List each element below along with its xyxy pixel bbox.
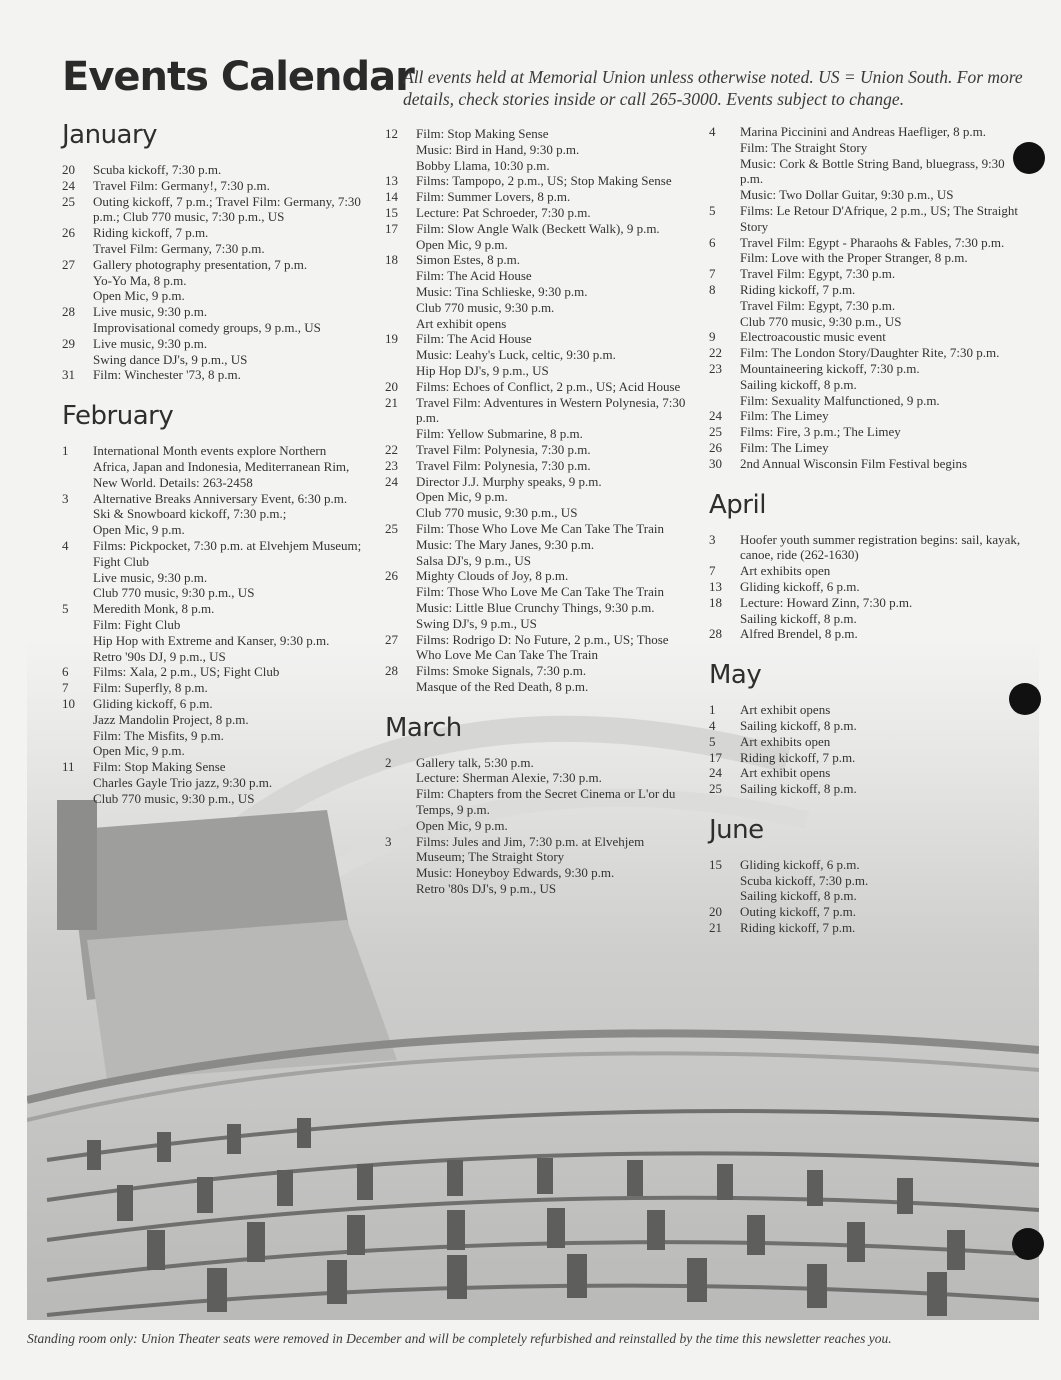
event-entry	[385, 834, 695, 897]
punch-hole	[1009, 683, 1041, 715]
event-entry	[62, 491, 362, 538]
event-day: 25	[709, 781, 722, 797]
event-line: Salsa DJ's, 9 p.m., US	[416, 552, 532, 568]
event-day: 18	[709, 594, 722, 610]
event-entry	[385, 331, 695, 378]
event-line: Travel Film: Polynesia, 7:30 p.m.	[416, 441, 591, 457]
event-day: 20	[385, 378, 398, 394]
event-line: Gallery photography presentation, 7 p.m.	[93, 256, 308, 272]
event-line: Film: The Limey	[740, 439, 829, 455]
event-day: 17	[709, 749, 722, 765]
event-line: Club 770 music, 9:30 p.m.	[416, 299, 555, 315]
event-line: Open Mic, 9 p.m.	[93, 743, 185, 759]
event-entry	[709, 282, 1029, 329]
event-line: Gallery talk, 5:30 p.m.	[416, 754, 534, 770]
event-entry	[709, 579, 1029, 595]
event-entry	[62, 225, 362, 257]
event-entry	[385, 205, 695, 221]
event-entry	[385, 189, 695, 205]
event-line: Films: Jules and Jim, 7:30 p.m. at Elvehjem Museum; The Straight Story	[416, 833, 645, 865]
event-line: Film: The London Story/Daughter Rite, 7:30 p.m.	[740, 345, 1000, 361]
event-day: 26	[62, 225, 75, 241]
event-line: Improvisational comedy groups, 9 p.m., US	[93, 319, 321, 335]
event-line: 2nd Annual Wisconsin Film Festival begins	[740, 455, 968, 471]
event-day: 6	[709, 234, 716, 250]
event-line: Marina Piccinini and Andreas Haefliger, 8 p.m.	[740, 124, 987, 139]
event-day: 1	[709, 702, 716, 718]
event-entry	[62, 162, 362, 178]
event-entry	[709, 765, 1029, 781]
event-day: 24	[385, 473, 398, 489]
event-line: Open Mic, 9 p.m.	[93, 522, 185, 538]
event-entry	[385, 458, 695, 474]
event-line: Live music, 9:30 p.m.	[93, 569, 208, 585]
event-line: Open Mic, 9 p.m.	[416, 236, 508, 252]
event-list-march-part-1	[385, 755, 695, 897]
month-heading-june: June	[709, 814, 764, 845]
event-line: Music: Bird in Hand, 9:30 p.m.	[416, 141, 580, 157]
event-list-january	[62, 162, 362, 383]
event-line: Film: Superfly, 8 p.m.	[93, 680, 208, 696]
event-line: Music: Little Blue Crunchy Things, 9:30 p.m.	[416, 599, 655, 615]
event-line: Gliding kickoff, 6 p.m.	[93, 695, 213, 711]
event-entry	[385, 442, 695, 458]
event-entry	[709, 595, 1029, 627]
event-line: Simon Estes, 8 p.m.	[416, 252, 521, 268]
event-line: Meredith Monk, 8 p.m.	[93, 601, 215, 617]
month-heading-january: January	[62, 120, 158, 150]
event-entry	[385, 755, 695, 834]
event-day: 7	[709, 266, 716, 282]
event-line: Alternative Breaks Anniversary Event, 6:30 p.m.	[93, 490, 348, 506]
event-entry	[385, 521, 695, 568]
event-line: Hoofer youth summer registration begins: sail, kayak, canoe, ride (262-1630)	[740, 531, 1021, 563]
event-line: Mighty Clouds of Joy, 8 p.m.	[416, 568, 569, 584]
event-line: Art exhibit opens	[740, 702, 831, 718]
stage-floor	[87, 920, 397, 1080]
event-entry	[709, 266, 1029, 282]
event-day: 12	[385, 126, 398, 141]
event-day: 6	[62, 664, 69, 680]
event-day: 11	[62, 759, 75, 775]
event-line: Film: Slow Angle Walk (Beckett Walk), 9 p.m.	[416, 220, 660, 236]
event-line: Mountaineering kickoff, 7:30 p.m.	[740, 360, 920, 376]
event-day: 27	[62, 256, 75, 272]
event-day: 5	[709, 733, 716, 749]
event-line: Lecture: Howard Zinn, 7:30 p.m.	[740, 594, 913, 610]
event-entry	[62, 601, 362, 664]
event-line: Riding kickoff, 7 p.m.	[740, 920, 856, 936]
event-line: Club 770 music, 9:30 p.m., US	[93, 585, 255, 601]
event-entry	[709, 857, 1029, 904]
event-day: 8	[709, 281, 716, 297]
event-line: Films: Pickpocket, 7:30 p.m. at Elvehjem Museum; Fight Club	[93, 537, 362, 569]
event-line: Travel Film: Egypt, 7:30 p.m.	[740, 266, 896, 282]
event-line: Film: Sexuality Malfunctioned, 9 p.m.	[740, 392, 940, 408]
event-day: 24	[709, 765, 722, 781]
event-entry	[385, 379, 695, 395]
event-line: Film: Stop Making Sense	[416, 126, 549, 141]
event-entry	[709, 750, 1029, 766]
event-entry	[385, 252, 695, 331]
event-line: Gliding kickoff, 6 p.m.	[740, 578, 860, 594]
event-line: Film: Yellow Submarine, 8 p.m.	[416, 426, 583, 442]
event-entry	[62, 257, 362, 304]
event-line: Open Mic, 9 p.m.	[416, 817, 508, 833]
event-list-february-part-1	[62, 443, 362, 806]
event-line: Riding kickoff, 7 p.m.	[740, 281, 856, 297]
event-line: Alfred Brendel, 8 p.m.	[740, 626, 858, 642]
event-day: 20	[709, 904, 722, 920]
event-day: 28	[385, 663, 398, 679]
month-heading-may: May	[709, 660, 762, 691]
event-day: 25	[709, 424, 722, 440]
event-line: Film: The Acid House	[416, 331, 532, 347]
event-day: 25	[62, 193, 75, 209]
event-entry	[62, 696, 362, 759]
event-day: 4	[62, 537, 69, 553]
event-day: 1	[62, 443, 69, 459]
column-2	[385, 126, 695, 897]
event-entry	[709, 440, 1029, 456]
event-day: 2	[385, 754, 392, 770]
event-entry	[385, 126, 695, 173]
event-day: 21	[385, 394, 398, 410]
event-list-may	[709, 702, 1029, 797]
event-line: Travel Film: Egypt - Pharaohs & Fables, 7:30 p.m.	[740, 234, 1005, 250]
event-line: Electroacoustic music event	[740, 329, 886, 345]
event-entry	[385, 663, 695, 695]
event-line: Outing kickoff, 7 p.m.; Travel Film: Germany, 7:30 p.m.; Club 770 music, 7:30 p.m., US	[93, 193, 361, 225]
event-line: Retro '80s DJ's, 9 p.m., US	[416, 881, 557, 897]
event-day: 27	[385, 631, 398, 647]
event-entry	[62, 680, 362, 696]
event-day: 10	[62, 695, 75, 711]
month-heading-february: February	[62, 401, 174, 432]
event-entry	[709, 702, 1029, 718]
event-line: Art exhibits open	[740, 733, 831, 749]
event-day: 15	[709, 856, 722, 872]
event-day: 24	[709, 408, 722, 424]
event-line: Live music, 9:30 p.m.	[93, 304, 208, 320]
event-entry	[709, 124, 1029, 203]
event-day: 9	[709, 329, 716, 345]
event-entry	[709, 203, 1029, 235]
event-line: Travel Film: Adventures in Western Polynesia, 7:30 p.m.	[416, 394, 686, 426]
event-entry	[62, 194, 362, 226]
event-line: Retro '90s DJ, 9 p.m., US	[93, 648, 226, 664]
event-line: Film: Chapters from the Secret Cinema or L'or du Temps, 9 p.m.	[416, 786, 676, 818]
event-line: Riding kickoff, 7 p.m.	[740, 749, 856, 765]
event-day: 22	[385, 441, 398, 457]
event-line: Travel Film: Germany, 7:30 p.m.	[93, 240, 265, 256]
event-line: Riding kickoff, 7 p.m.	[93, 225, 209, 241]
intro-note: All events held at Memorial Union unless otherwise noted. US = Union South. For more details, check stories inside or call 265-3000. Events subject to change.	[403, 67, 1023, 109]
event-day: 30	[709, 455, 722, 471]
event-day: 23	[385, 457, 398, 473]
event-entry	[62, 336, 362, 368]
event-line: Art exhibit opens	[416, 315, 507, 331]
event-day: 19	[385, 331, 398, 347]
event-day: 15	[385, 204, 398, 220]
event-line: Swing DJ's, 9 p.m., US	[416, 615, 537, 631]
event-entry	[385, 632, 695, 664]
event-day: 3	[709, 531, 716, 547]
event-day: 5	[62, 601, 69, 617]
event-line: Films: Rodrigo D: No Future, 2 p.m., US; Those Who Love Me Can Take The Train	[416, 631, 669, 663]
event-day: 28	[62, 304, 75, 320]
event-line: Lecture: Sherman Alexie, 7:30 p.m.	[416, 770, 602, 786]
event-line: Film: Love with the Proper Stranger, 8 p.m.	[740, 250, 968, 266]
event-entry	[709, 424, 1029, 440]
event-line: Films: Le Retour D'Afrique, 2 p.m., US; The Straight Story	[740, 202, 1018, 234]
event-day: 3	[385, 833, 392, 849]
event-line: Film: The Limey	[740, 408, 829, 424]
event-day: 28	[709, 626, 722, 642]
event-line: Sailing kickoff, 8 p.m.	[740, 888, 857, 904]
event-day: 21	[709, 920, 722, 936]
event-line: Music: Two Dollar Guitar, 9:30 p.m., US	[740, 187, 954, 203]
event-entry	[709, 345, 1029, 361]
event-line: Film: The Acid House	[416, 268, 532, 284]
page-title: Events Calendar	[62, 54, 414, 100]
event-line: Club 770 music, 9:30 p.m., US	[740, 313, 902, 329]
event-line: Films: Echoes of Conflict, 2 p.m., US; Acid House	[416, 378, 681, 394]
event-entry	[385, 173, 695, 189]
event-entry	[709, 235, 1029, 267]
event-day: 4	[709, 124, 716, 139]
event-day: 7	[62, 680, 69, 696]
event-entry	[62, 178, 362, 194]
event-line: Film: Stop Making Sense	[93, 759, 226, 775]
event-line: Travel Film: Polynesia, 7:30 p.m.	[416, 457, 591, 473]
event-line: Open Mic, 9 p.m.	[416, 489, 508, 505]
event-line: International Month events explore Northern Africa, Japan and Indonesia, Mediterranean Rim, New World. Details: 263-2458	[93, 443, 350, 490]
event-line: Films: Xala, 2 p.m., US; Fight Club	[93, 664, 280, 680]
event-day: 29	[62, 335, 75, 351]
event-line: Sailing kickoff, 8 p.m.	[740, 610, 857, 626]
event-day: 26	[385, 568, 398, 584]
event-day: 17	[385, 220, 398, 236]
event-line: Travel Film: Germany!, 7:30 p.m.	[93, 177, 270, 193]
event-entry	[62, 759, 362, 806]
event-line: Music: Leahy's Luck, celtic, 9:30 p.m.	[416, 347, 616, 363]
event-entry	[709, 904, 1029, 920]
event-line: Film: Winchester '73, 8 p.m.	[93, 367, 241, 383]
event-day: 20	[62, 162, 75, 177]
event-list-june	[709, 857, 1029, 936]
event-day: 26	[709, 439, 722, 455]
event-line: Swing dance DJ's, 9 p.m., US	[93, 351, 248, 367]
event-line: Yo-Yo Ma, 8 p.m.	[93, 272, 187, 288]
event-entry	[709, 361, 1029, 408]
event-line: Open Mic, 9 p.m.	[93, 288, 185, 304]
event-day: 25	[385, 520, 398, 536]
event-day: 13	[709, 578, 722, 594]
event-line: Sailing kickoff, 8 p.m.	[740, 781, 857, 797]
event-line: Scuba kickoff, 7:30 p.m.	[93, 162, 222, 177]
event-day: 4	[709, 717, 716, 733]
event-entry	[385, 395, 695, 442]
event-entry	[62, 664, 362, 680]
event-list-april	[709, 532, 1029, 643]
event-line: Film: Those Who Love Me Can Take The Train	[416, 520, 665, 536]
event-entry	[62, 367, 362, 383]
event-line: Films: Fire, 3 p.m.; The Limey	[740, 424, 901, 440]
event-line: Sailing kickoff, 8 p.m.	[740, 717, 857, 733]
event-entry	[385, 568, 695, 631]
event-line: Film: Summer Lovers, 8 p.m.	[416, 189, 571, 205]
event-line: Film: Fight Club	[93, 616, 181, 632]
event-line: Music: Tina Schlieske, 9:30 p.m.	[416, 283, 588, 299]
event-line: Music: Honeyboy Edwards, 9:30 p.m.	[416, 865, 615, 881]
event-day: 24	[62, 177, 75, 193]
event-entry	[709, 532, 1029, 564]
event-line: Masque of the Red Death, 8 p.m.	[416, 678, 589, 694]
event-day: 5	[709, 202, 716, 218]
event-list-february-part-2	[385, 126, 695, 695]
event-line: Film: The Straight Story	[740, 139, 868, 155]
event-entry	[62, 538, 362, 601]
event-line: Gliding kickoff, 6 p.m.	[740, 856, 860, 872]
event-line: Art exhibit opens	[740, 765, 831, 781]
side-wall	[57, 800, 97, 930]
event-entry	[709, 781, 1029, 797]
event-line: Club 770 music, 9:30 p.m., US	[93, 790, 255, 806]
event-list-march-part-2	[709, 124, 1029, 472]
event-line: Outing kickoff, 7 p.m.	[740, 904, 857, 920]
event-line: Art exhibits open	[740, 563, 831, 579]
event-entry	[385, 474, 695, 521]
event-line: Bobby Llama, 10:30 p.m.	[416, 157, 550, 173]
event-line: Music: The Mary Janes, 9:30 p.m.	[416, 536, 595, 552]
event-line: Club 770 music, 9:30 p.m., US	[416, 505, 578, 521]
column-1	[62, 118, 362, 806]
punch-hole	[1012, 1228, 1044, 1260]
column-3	[709, 124, 1029, 936]
month-heading-march: March	[385, 712, 462, 743]
event-day: 18	[385, 252, 398, 268]
event-line: Charles Gayle Trio jazz, 9:30 p.m.	[93, 774, 273, 790]
event-entry	[709, 456, 1029, 472]
event-entry	[62, 443, 362, 490]
event-day: 31	[62, 367, 75, 383]
event-entry	[709, 734, 1029, 750]
event-line: Sailing kickoff, 8 p.m.	[740, 376, 857, 392]
event-entry	[709, 718, 1029, 734]
event-day: 13	[385, 173, 398, 189]
event-entry	[709, 563, 1029, 579]
event-entry	[62, 304, 362, 336]
month-heading-april: April	[709, 489, 766, 520]
event-line: Film: Those Who Love Me Can Take The Train	[416, 584, 665, 600]
event-day: 22	[709, 345, 722, 361]
event-line: Films: Tampopo, 2 p.m., US; Stop Making Sense	[416, 173, 672, 189]
event-line: Music: Cork & Bottle String Band, bluegrass, 9:30 p.m.	[740, 155, 1005, 187]
event-entry	[709, 329, 1029, 345]
event-line: Director J.J. Murphy speaks, 9 p.m.	[416, 473, 602, 489]
seat-rows	[47, 1111, 1039, 1315]
event-line: Hip Hop with Extreme and Kanser, 9:30 p.m.	[93, 632, 330, 648]
event-entry	[709, 408, 1029, 424]
event-line: Scuba kickoff, 7:30 p.m.	[740, 872, 869, 888]
event-line: Ski & Snowboard kickoff, 7:30 p.m.;	[93, 506, 287, 522]
event-entry	[709, 920, 1029, 936]
event-line: Live music, 9:30 p.m.	[93, 335, 208, 351]
event-day: 23	[709, 360, 722, 376]
event-day: 7	[709, 563, 716, 579]
event-line: Films: Smoke Signals, 7:30 p.m.	[416, 663, 587, 679]
event-line: Hip Hop DJ's, 9 p.m., US	[416, 362, 549, 378]
photo-caption: Standing room only: Union Theater seats were removed in December and will be completely refurbished and reinstalled by the time this newsletter reaches you.	[27, 1331, 892, 1346]
punch-hole	[1013, 142, 1045, 174]
event-line: Film: The Misfits, 9 p.m.	[93, 727, 224, 743]
event-line: Jazz Mandolin Project, 8 p.m.	[93, 711, 249, 727]
event-entry	[385, 221, 695, 253]
event-day: 3	[62, 490, 69, 506]
event-day: 14	[385, 189, 398, 205]
event-line: Travel Film: Egypt, 7:30 p.m.	[740, 297, 896, 313]
event-entry	[709, 626, 1029, 642]
event-line: Lecture: Pat Schroeder, 7:30 p.m.	[416, 204, 591, 220]
